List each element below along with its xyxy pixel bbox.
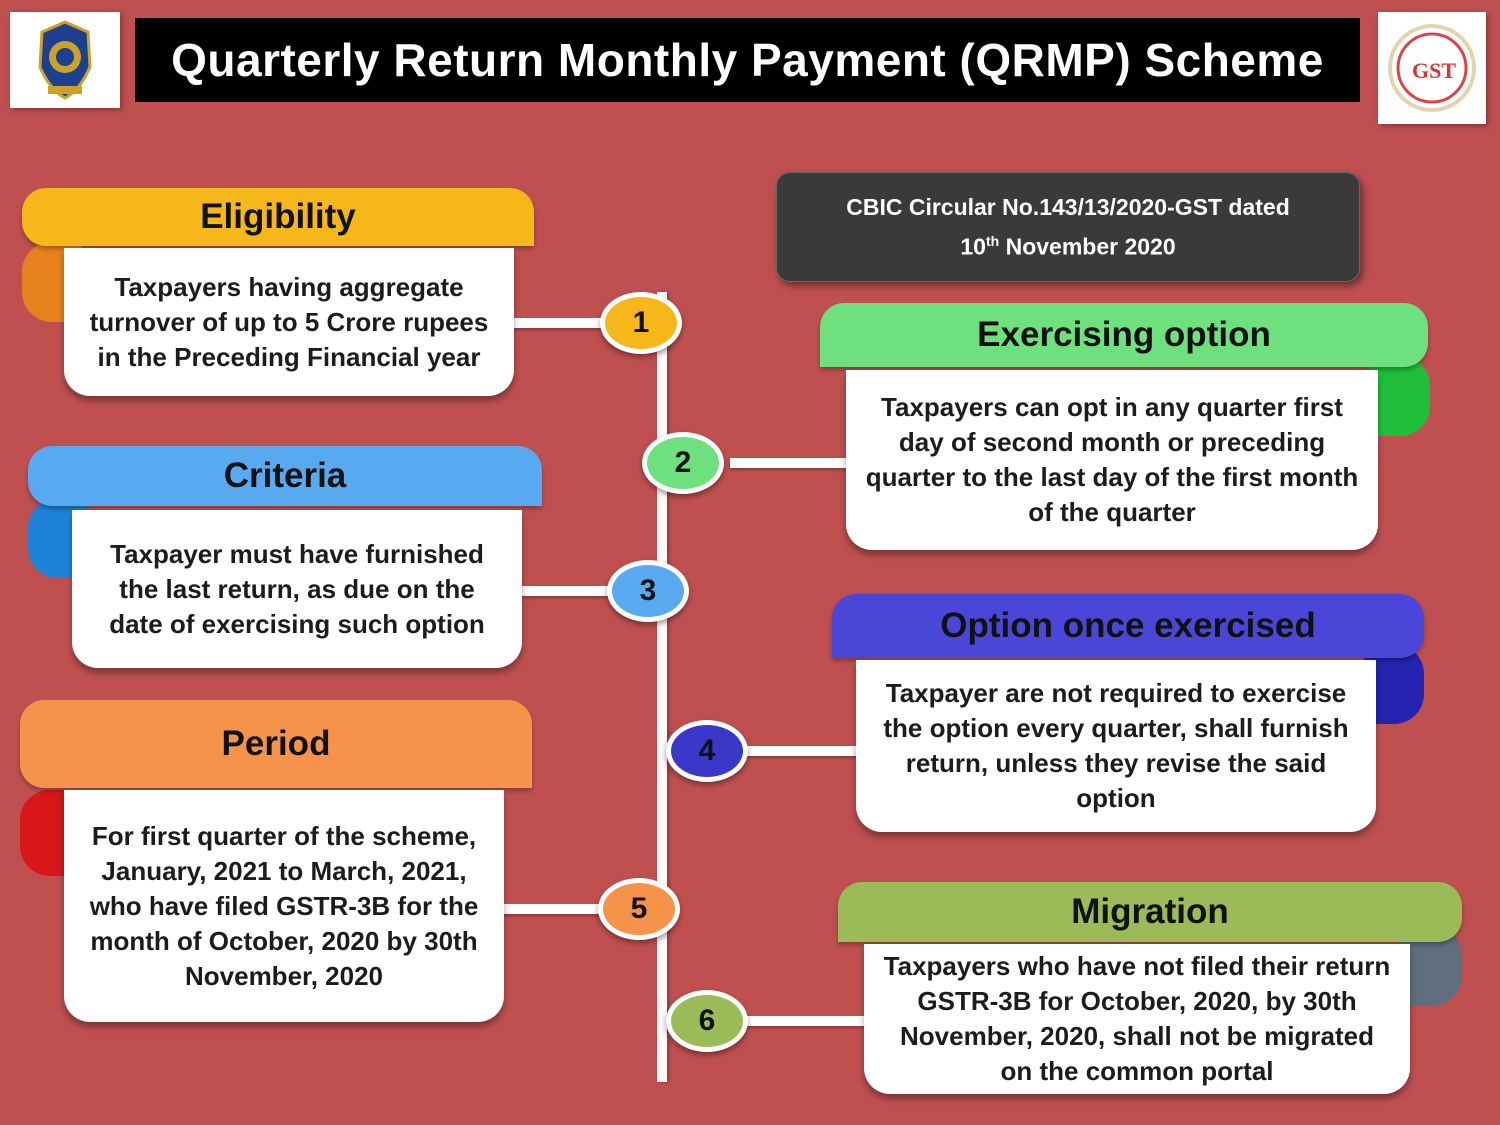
card-2-fold <box>1370 356 1430 436</box>
card-5-text: For first quarter of the scheme, January, 2021 to March, 2021, who have filed GSTR-3B for the month of October, 2020 by 30th November, 2020 <box>64 790 504 1022</box>
circular-day: 10 <box>960 233 986 260</box>
card-6-text: Taxpayers who have not filed their return GSTR-3B for October, 2020, by 30th November, 2020, shall not be migrated on the common portal <box>864 944 1410 1094</box>
card-1-text: Taxpayers having aggregate turnover of up to 5 Crore rupees in the Preceding Financial year <box>64 248 514 396</box>
card-3-heading: Criteria <box>28 446 542 506</box>
card-4-heading: Option once exercised <box>832 594 1424 658</box>
connector-1 <box>505 318 615 328</box>
card-6-heading: Migration <box>838 882 1462 942</box>
card-1-heading: Eligibility <box>22 188 534 246</box>
card-2-heading: Exercising option <box>820 303 1428 367</box>
step-badge-3: 3 <box>607 560 689 622</box>
circular-month-year: November 2020 <box>999 233 1176 260</box>
timeline-line <box>657 292 667 1082</box>
step-badge-4: 4 <box>666 720 748 782</box>
connector-2 <box>730 458 852 468</box>
step-badge-1: 1 <box>600 292 682 354</box>
gst-logo <box>1378 12 1486 124</box>
card-2-text: Taxpayers can opt in any quarter first day of second month or preceding quarter to the last day of the first month of the quarter <box>846 370 1378 550</box>
connector-4 <box>745 746 863 756</box>
connector-6 <box>745 1016 873 1026</box>
step-badge-2: 2 <box>642 432 724 494</box>
gst-logo-text: GST <box>1411 58 1457 83</box>
page-title: Quarterly Return Monthly Payment (QRMP) Scheme <box>135 18 1360 102</box>
circular-line1: CBIC Circular No.143/13/2020-GST dated <box>846 194 1290 221</box>
card-5-heading: Period <box>20 700 532 788</box>
step-badge-6: 6 <box>666 990 748 1052</box>
card-3-text: Taxpayer must have furnished the last return, as due on the date of exercising such option <box>72 510 522 668</box>
card-4-text: Taxpayer are not required to exercise the option every quarter, shall furnish return, unless they revise the said option <box>856 660 1376 832</box>
connector-5 <box>498 904 608 914</box>
circular-reference <box>776 172 1360 282</box>
cbic-logo <box>10 12 120 108</box>
connector-3 <box>512 586 622 596</box>
circular-line2 <box>777 224 1359 264</box>
step-badge-5: 5 <box>598 878 680 940</box>
circular-day-suffix: th <box>985 233 1000 250</box>
